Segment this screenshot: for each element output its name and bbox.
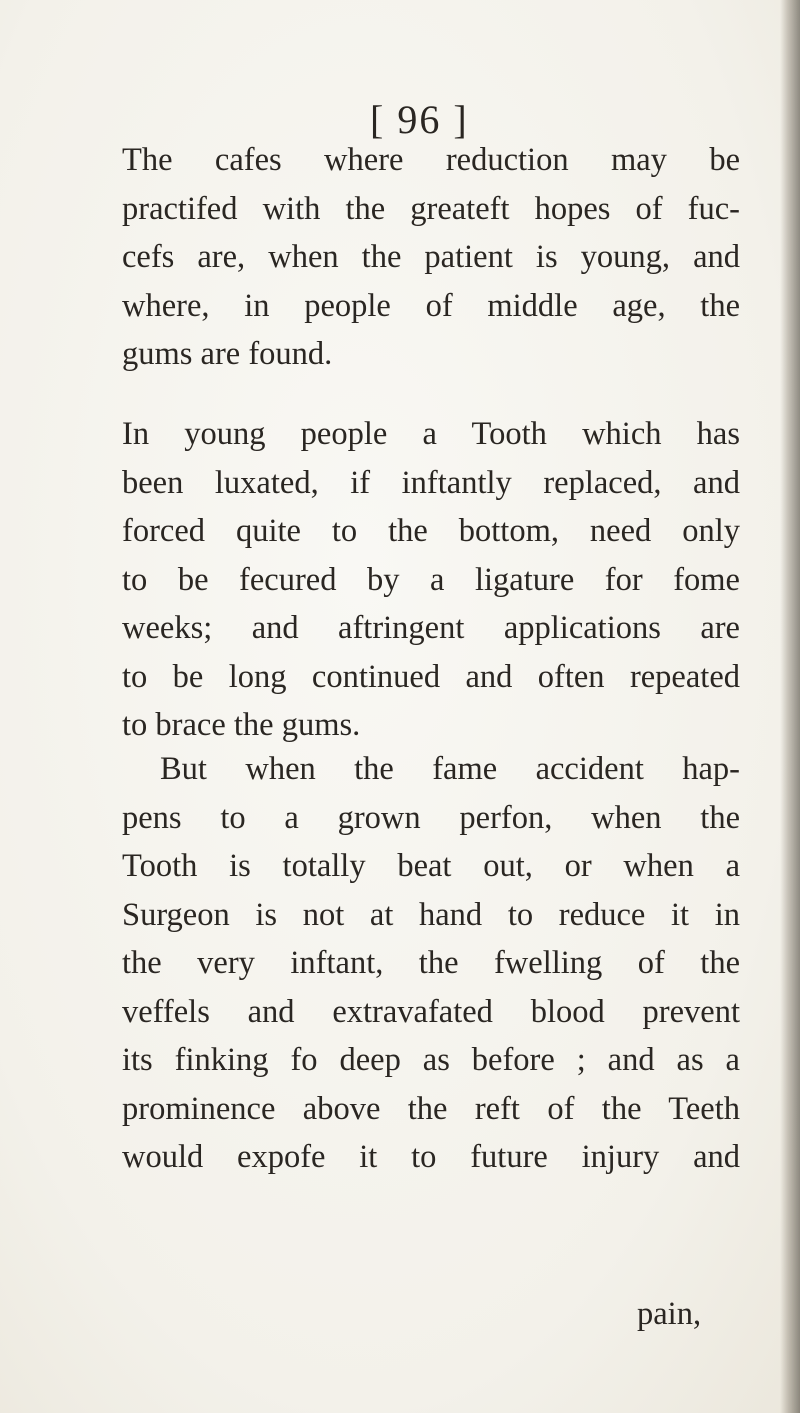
text-line: Surgeon is not at hand to reduce it in xyxy=(122,896,740,933)
text-line: the very inftant, the fwelling of the xyxy=(122,945,740,981)
text-line: Tooth is totally beat out, or when a xyxy=(122,848,740,884)
text-line: where, in people of middle age, the xyxy=(122,287,740,324)
text-line: to be fecured by a ligature for fome xyxy=(122,561,740,598)
text-line: practifed with the greateft hopes of fuc- xyxy=(122,190,740,227)
paragraph-2 xyxy=(122,410,740,750)
text-line: pens to a grown perfon, when the xyxy=(122,799,740,836)
page-number: [ 96 ] xyxy=(370,97,469,142)
text-line: cefs are, when the patient is young, and xyxy=(122,239,740,275)
text-line: been luxated, if inftantly replaced, and xyxy=(122,464,740,501)
text-line: gums are found. xyxy=(122,336,333,372)
page-edge-shadow xyxy=(780,0,800,1413)
text-line: In young people a Tooth which has xyxy=(122,416,740,452)
paragraph-3 xyxy=(122,745,740,1182)
text-line: its finking fo deep as before ; and as a xyxy=(122,1042,740,1078)
text-line: to brace the gums. xyxy=(122,707,361,743)
text-line: The cafes where reduction may be xyxy=(122,142,740,178)
paragraph-1 xyxy=(122,136,740,379)
text-line: forced quite to the bottom, need only xyxy=(122,513,740,549)
text-line: weeks; and aftringent applications are xyxy=(122,610,740,646)
catchword: pain, xyxy=(637,1296,702,1332)
text-line: veffels and extravafated blood prevent xyxy=(122,993,740,1030)
text-line: would expofe it to future injury and xyxy=(122,1139,740,1175)
text-line: But when the fame accident hap- xyxy=(160,751,740,787)
text-line: to be long continued and often repeated xyxy=(122,658,740,695)
text-line: prominence above the reft of the Teeth xyxy=(122,1090,740,1127)
